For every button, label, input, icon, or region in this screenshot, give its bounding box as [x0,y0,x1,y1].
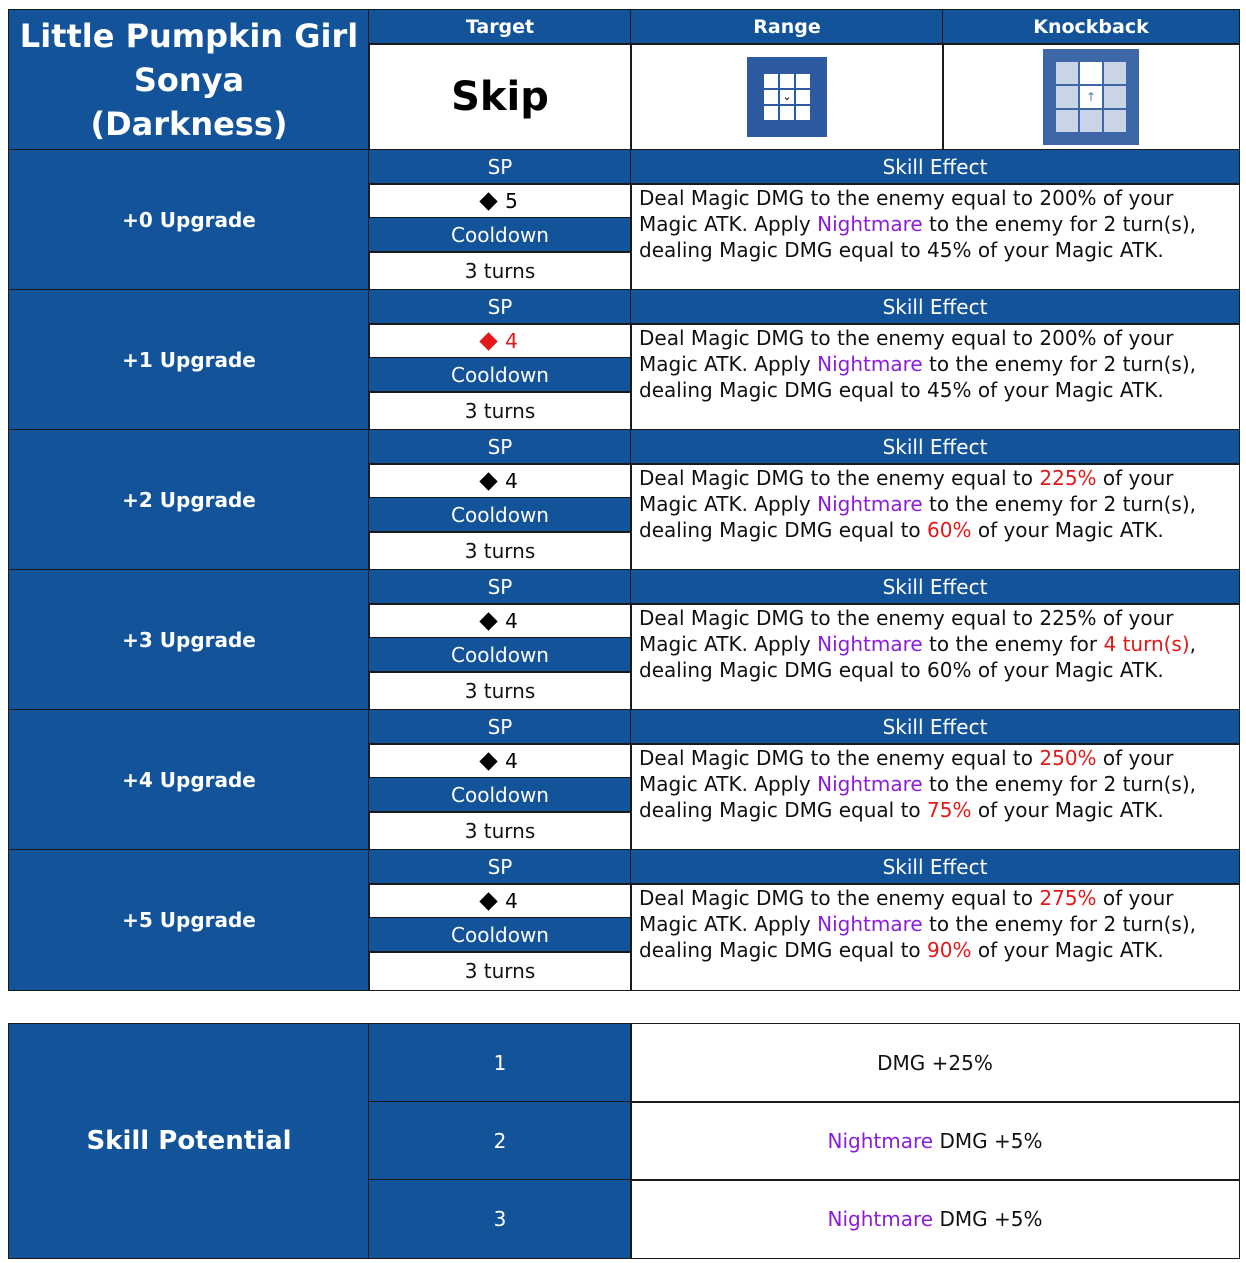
sp-number: 4 [505,889,518,913]
sp-value [482,889,518,913]
skill-effect-header: Skill Effect [630,569,1240,605]
skill-effect-text: Deal Magic DMG to the enemy equal to 250% of your Magic ATK. Apply Nightmare to the enemy for 2 turn(s), dealing Magic DMG equal to 75% of your Magic ATK. [630,743,1240,851]
skill-effect-header: Skill Effect [630,149,1240,185]
sp-value-cell [368,743,632,779]
skill-effect-header: Skill Effect [630,709,1240,745]
sp-value-cell [368,463,632,499]
skill-effect-text: Deal Magic DMG to the enemy equal to 200% of your Magic ATK. Apply Nightmare to the enemy for 2 turn(s), dealing Magic DMG equal to 45% of your Magic ATK. [630,183,1240,291]
cooldown-value: 3 turns [368,251,632,291]
potential-effect: Nightmare DMG +5% [630,1179,1240,1259]
nightmare-keyword: Nightmare [817,492,923,516]
sp-header: SP [368,849,632,885]
cooldown-header: Cooldown [368,217,632,253]
sp-number: 4 [505,469,518,493]
sp-header: SP [368,429,632,465]
cooldown-header: Cooldown [368,497,632,533]
sp-header: SP [368,289,632,325]
upgrade-label: +4 Upgrade [8,709,370,851]
diamond-icon [479,752,497,770]
skill-potential-table [8,1023,1240,1259]
knockback-cell [942,43,1240,151]
potential-number: 3 [368,1179,632,1259]
upgrade-label: +3 Upgrade [8,569,370,711]
sp-value [482,469,518,493]
cooldown-value: 3 turns [368,391,632,431]
upgrade-label: +5 Upgrade [8,849,370,991]
range-grid-icon: ⌄ [747,57,827,137]
sp-value-cell [368,603,632,639]
diamond-icon [479,192,497,210]
sp-value-cell [368,183,632,219]
skill-effect-text: Deal Magic DMG to the enemy equal to 225% of your Magic ATK. Apply Nightmare to the enemy for 2 turn(s), dealing Magic DMG equal to 60% of your Magic ATK. [630,463,1240,571]
cooldown-value: 3 turns [368,811,632,851]
diamond-icon [479,612,497,630]
skill-effect-header: Skill Effect [630,289,1240,325]
sp-header: SP [368,569,632,605]
cooldown-header: Cooldown [368,777,632,813]
sp-value [482,609,518,633]
range-cell [630,43,944,151]
nightmare-keyword: Nightmare [827,1129,934,1153]
skill-title: Little Pumpkin Girl Sonya (Darkness) [8,9,370,151]
target-value: Skip [368,43,632,151]
nightmare-keyword: Nightmare [817,772,923,796]
sp-value-cell [368,883,632,919]
range-header: Range [630,9,944,45]
sp-header: SP [368,709,632,745]
cooldown-value: 3 turns [368,951,632,991]
potential-effect: DMG +25% [630,1023,1240,1103]
knockback-grid-icon: ↑ [1043,49,1139,145]
upgrade-label: +0 Upgrade [8,149,370,291]
sp-value [482,189,518,213]
cooldown-header: Cooldown [368,917,632,953]
potential-number: 2 [368,1101,632,1181]
diamond-icon [479,472,497,490]
skill-effect-text: Deal Magic DMG to the enemy equal to 200% of your Magic ATK. Apply Nightmare to the enemy for 2 turn(s), dealing Magic DMG equal to 45% of your Magic ATK. [630,323,1240,431]
nightmare-keyword: Nightmare [827,1207,934,1231]
skill-effect-header: Skill Effect [630,849,1240,885]
nightmare-keyword: Nightmare [817,632,923,656]
nightmare-keyword: Nightmare [817,352,923,376]
potential-number: 1 [368,1023,632,1103]
sp-value [482,749,518,773]
nightmare-keyword: Nightmare [817,212,923,236]
skill-effect-text: Deal Magic DMG to the enemy equal to 275% of your Magic ATK. Apply Nightmare to the enemy for 2 turn(s), dealing Magic DMG equal to 90% of your Magic ATK. [630,883,1240,991]
sp-value-cell [368,323,632,359]
knockback-header: Knockback [942,9,1240,45]
potential-effect: Nightmare DMG +5% [630,1101,1240,1181]
upgrade-label: +2 Upgrade [8,429,370,571]
skill-potential-label: Skill Potential [8,1023,370,1259]
sp-number: 5 [505,189,518,213]
nightmare-keyword: Nightmare [817,912,923,936]
sp-number: 4 [505,749,518,773]
cooldown-value: 3 turns [368,531,632,571]
sp-number: 4 [505,329,518,353]
sp-value [482,329,518,353]
cooldown-header: Cooldown [368,637,632,673]
cooldown-header: Cooldown [368,357,632,393]
skill-table [8,9,1240,990]
upgrade-label: +1 Upgrade [8,289,370,431]
diamond-icon [479,332,497,350]
skill-effect-text: Deal Magic DMG to the enemy equal to 225% of your Magic ATK. Apply Nightmare to the enemy for 4 turn(s), dealing Magic DMG equal to 60% of your Magic ATK. [630,603,1240,711]
diamond-icon [479,892,497,910]
skill-effect-header: Skill Effect [630,429,1240,465]
cooldown-value: 3 turns [368,671,632,711]
sp-number: 4 [505,609,518,633]
sp-header: SP [368,149,632,185]
target-header: Target [368,9,632,45]
